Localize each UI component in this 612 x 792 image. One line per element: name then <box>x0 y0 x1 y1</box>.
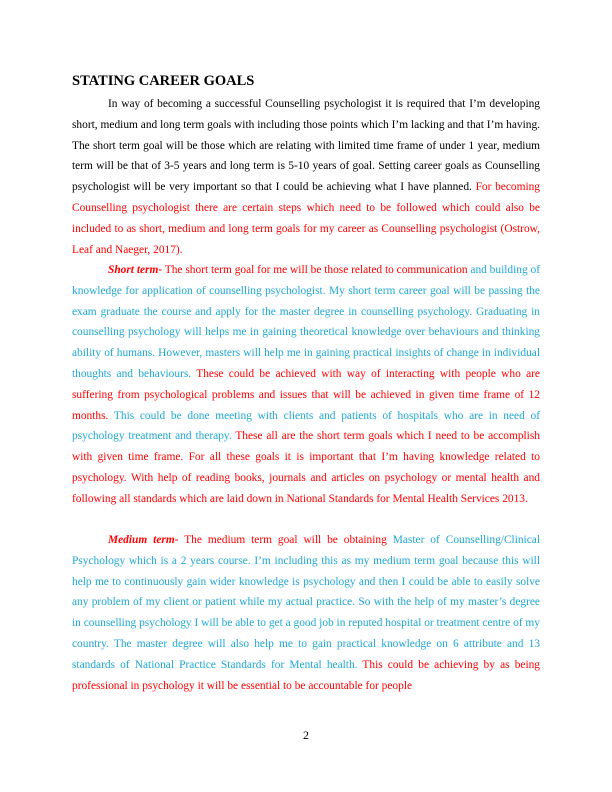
page-number: 2 <box>303 728 309 742</box>
section-heading: STATING CAREER GOALS <box>72 73 255 89</box>
short-term-text-red-1: The short term goal for me will be those related to communication <box>162 264 468 276</box>
medium-term-paragraph <box>72 530 540 696</box>
short-term-text-blue-2: This could be done meeting with clients and patients of hospitals who are in need of psychology treatment and therapy. <box>72 409 540 443</box>
short-term-label: Short term- <box>108 264 163 276</box>
medium-term-label: Medium term- <box>108 534 179 546</box>
medium-term-text-red-1: The medium term goal will be obtaining <box>178 534 387 546</box>
medium-term-text-red-2: This could be achieving by as being professional in psychology it will be essential to be accountable for people <box>72 658 540 692</box>
medium-term-text-blue-1: Master of Counselling/Clinical Psychology which is a 2 years course. I’m including this as my medium term goal because this will help me to continuously gain wider knowledge is psychology and then I could be able to easily solve any problem of my client or patient while my actual practice. So with the help of my master’s degree in counselling psychology I will be able to get a good job in reputed hospital or treatment centre of my country. The master degree will also help me to gain practical knowledge on 6 attribute and 13 standards of National Practice Standards for Mental health. <box>72 534 541 671</box>
short-term-text-blue-1: and building of knowledge for application of counselling psychologist. My short term career goal will be passing the exam graduate the course and apply for the master degree in counselling psychology. Graduating in counselling psychology will helps me in gaining theoretical knowledge over behaviours and thinking ability of humans. However, masters will help me in gaining practical insights of change in individual thoughts and behaviours. <box>72 264 540 380</box>
intro-text: In way of becoming a successful Counselling psychologist it is required that I’m developing short, medium and long term goals with including those points which I’m lacking and that I’m having. The short term goal will be those which are relating with limited time frame of under 1 year, medium term will be that of 3-5 years and long term is 5-10 years of goal. Setting career goals as Counselling psychologist will be very important so that I could be achieving what I have planned. <box>72 98 540 194</box>
short-term-text-red-3: These all are the short term goals which I need to be accomplish with given time frame. For all these goals it is important that I’m having knowledge related to psychology. With help of reading books, journals and articles on psychology or mental health and following all standards which are laid down in National Standards for Mental Health Services 2013. <box>72 430 540 505</box>
short-term-paragraph <box>72 260 540 510</box>
short-term-text-red-2: These could be achieved with way of interacting with people who are suffering from psychological problems and issues that will be achieved in given time frame of 12 months. <box>72 367 540 422</box>
intro-paragraph <box>72 94 540 260</box>
intro-highlight-text: For becoming Counselling psychologist there are certain steps which need to be followed which could also be included to as short, medium and long term goals for my career as Counselling psychologist (Ostrow, Leaf and Naeger, 2017). <box>72 181 541 256</box>
